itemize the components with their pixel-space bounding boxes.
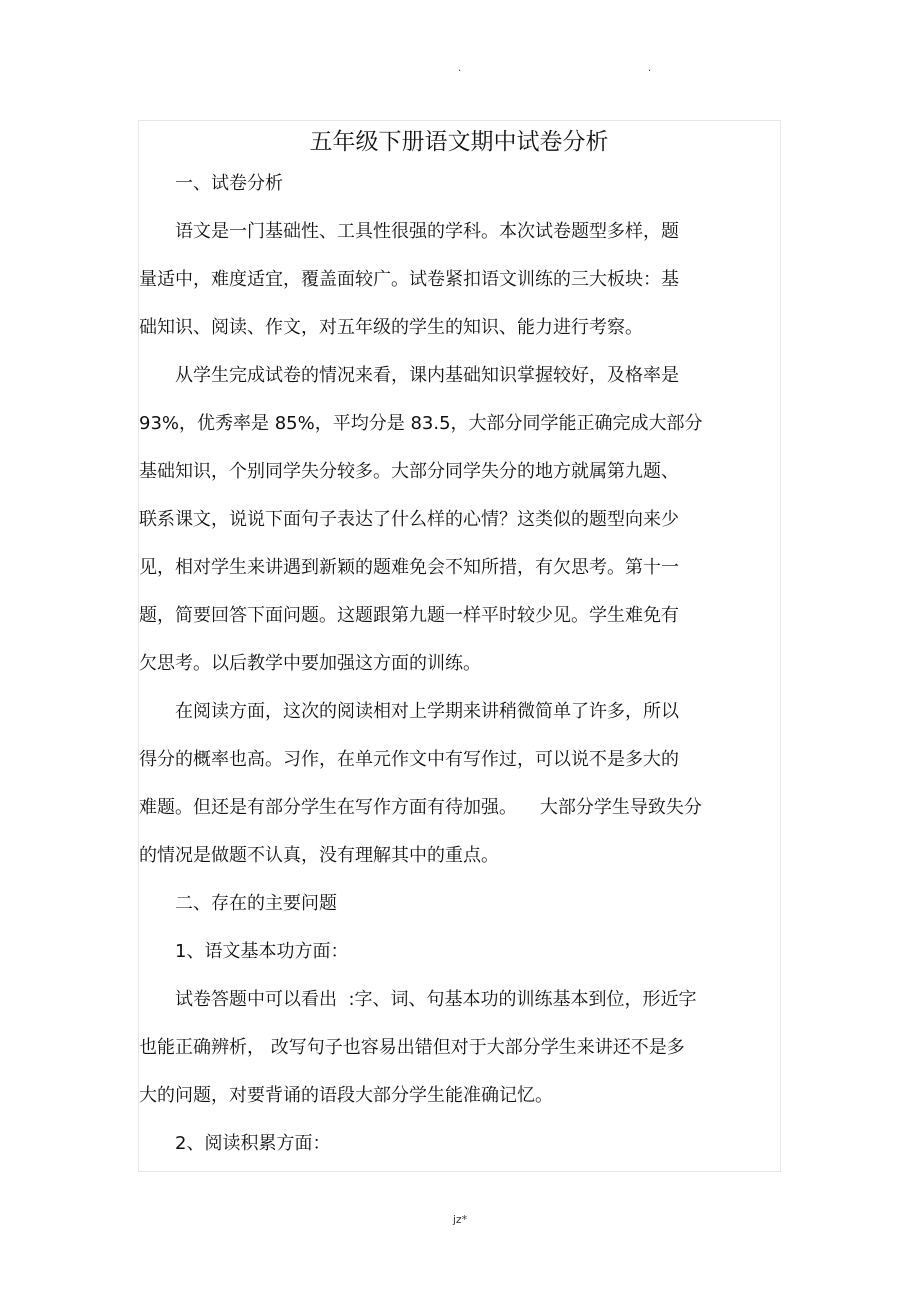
- paragraph-line: 大的问题，对要背诵的语段大部分学生能准确记忆。: [139, 1085, 553, 1106]
- paragraph-line: 基础知识，个别同学失分较多。大部分同学失分的地方就属第九题、: [139, 461, 679, 482]
- paragraph-line: 也能正确辨析， 改写句子也容易出错但对于大部分学生来讲还不是多: [139, 1037, 685, 1058]
- paragraph-line: 在阅读方面，这次的阅读相对上学期来讲稍微简单了许多，所以: [175, 701, 679, 722]
- page-title: 五年级下册语文期中试卷分析: [309, 129, 609, 155]
- paragraph-3: [139, 688, 779, 880]
- page-footer-mark: jz*: [452, 1213, 468, 1226]
- paragraph-line: 难题。但还是有部分学生在写作方面有待加强。 大部分学生导致失分: [139, 797, 702, 818]
- paragraph-line: 欠思考。以后教学中要加强这方面的训练。: [139, 653, 481, 674]
- paragraph-1: [139, 208, 779, 352]
- paragraph-line: 语文是一门基础性、工具性很强的学科。本次试卷题型多样，题: [175, 221, 679, 242]
- paragraph-line: 量适中，难度适宜，覆盖面较广。试卷紧扣语文训练的三大板块：基: [139, 269, 679, 290]
- section-2: [139, 880, 779, 1168]
- paragraph-line: 试卷答题中可以看出 :字、词、句基本功的训练基本到位，形近字: [175, 989, 697, 1010]
- section-1: [139, 160, 779, 880]
- paragraph-line: 联系课文，说说下面句子表达了什么样的心情？这类似的题型向来少: [139, 509, 679, 530]
- paragraph-line: 从学生完成试卷的情况来看，课内基础知识掌握较好，及格率是: [175, 365, 679, 386]
- paragraph-line: 题，简要回答下面问题。这题跟第九题一样平时较少见。学生难免有: [139, 605, 679, 626]
- section-heading-2: 二、存在的主要问题: [175, 893, 337, 914]
- paragraph-4: [139, 976, 779, 1120]
- header-dot-left: .: [458, 63, 462, 74]
- paragraph-line: 见，相对学生来讲遇到新颖的题难免会不知所措，有欠思考。第十一: [139, 557, 679, 578]
- subsection-heading-2: 2、阅读积累方面：: [175, 1133, 331, 1154]
- document-body: [139, 124, 779, 1168]
- paragraph-line: 93%，优秀率是 85%，平均分是 83.5，大部分同学能正确完成大部分: [139, 413, 703, 434]
- header-dot-right: .: [648, 63, 652, 74]
- section-heading-1: 一、试卷分析: [175, 173, 283, 194]
- paragraph-line: 础知识、阅读、作文，对五年级的学生的知识、能力进行考察。: [139, 317, 643, 338]
- paragraph-2: [139, 352, 779, 688]
- subsection-heading-1: 1、语文基本功方面：: [175, 941, 349, 962]
- paragraph-line: 得分的概率也高。习作，在单元作文中有写作过，可以说不是多大的: [139, 749, 679, 770]
- paragraph-line: 的情况是做题不认真，没有理解其中的重点。: [139, 845, 499, 866]
